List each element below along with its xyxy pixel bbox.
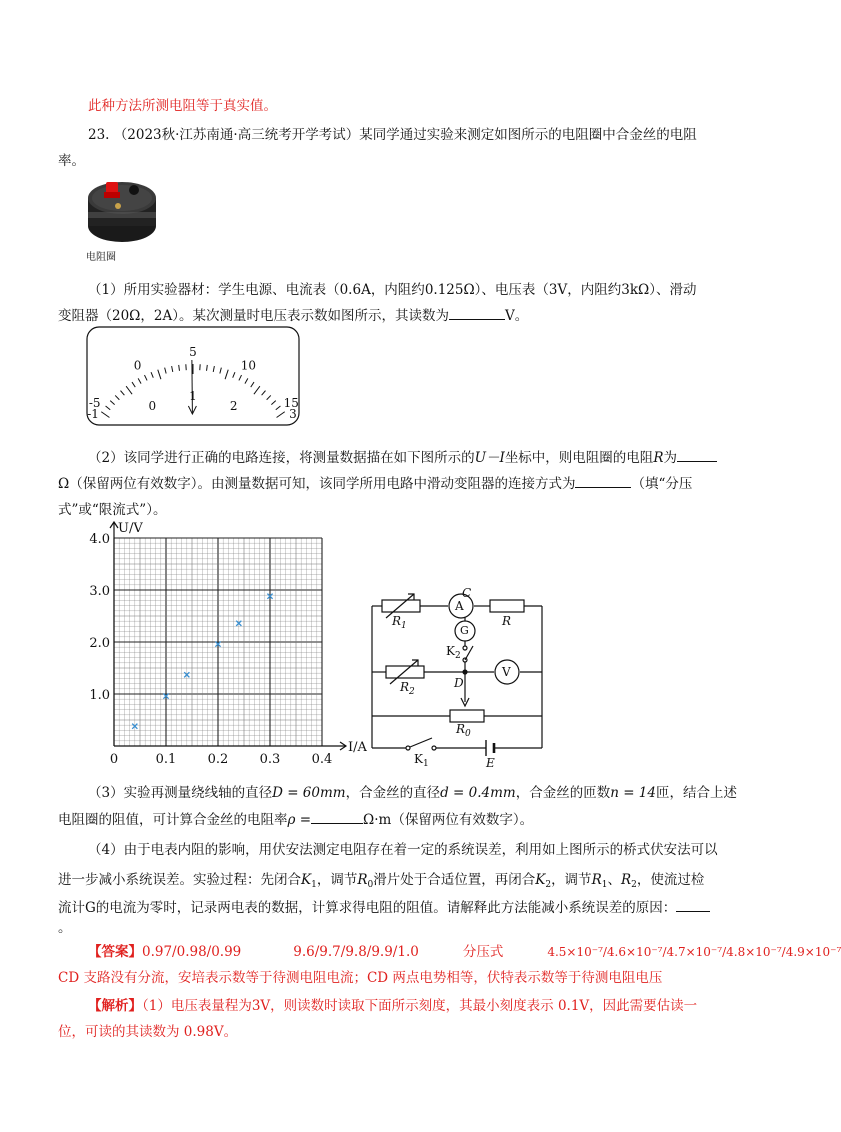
x-tick-label: 0 xyxy=(109,752,119,767)
part4-line-1: （4）由于电表内阻的影响，用伏安法测定电阻存在着一定的系统误差，利用如上图所示的桥式伏安法可以 xyxy=(88,842,718,858)
part4-text-d: ，调节 xyxy=(551,872,592,888)
r2-symbol: R xyxy=(620,872,632,888)
answer-blank-5[interactable] xyxy=(676,897,710,912)
e-label: E xyxy=(486,756,495,770)
k2-subscript: 2 xyxy=(545,880,552,890)
x-tick-label: 0.4 xyxy=(311,752,333,767)
y-tick-label: 1.0 xyxy=(89,688,110,703)
part4-text-a: 进一步减小系统误差。实验过程：先闭合 xyxy=(58,872,301,888)
voltmeter-range: 3V xyxy=(548,282,568,298)
n-turns-expr: n = 14 xyxy=(610,785,656,801)
part2-text-c: 为 xyxy=(663,450,677,466)
analysis-line-1 xyxy=(88,994,697,1014)
question-stem: 某同学通过实验来测定如图所示的电阻圈中合金丝的电阻 xyxy=(359,127,697,143)
r-label: R xyxy=(502,614,512,628)
question-stem-line-1 xyxy=(88,123,697,143)
y-tick-label: 2.0 xyxy=(89,636,110,651)
rho-symbol: ρ = xyxy=(287,812,312,828)
part4-sep: 、 xyxy=(607,872,621,888)
part1-text-h: V。 xyxy=(504,308,529,324)
rheostat-r0 xyxy=(450,710,484,722)
answer-1: 0.97/0.98/0.99 xyxy=(142,944,242,960)
y-axis-label: U/V xyxy=(118,521,143,536)
part1-text-c: ）、电压表（ xyxy=(474,282,549,298)
switch-k2 xyxy=(463,646,473,662)
part3-line-1 xyxy=(88,781,737,801)
node-d-label: D xyxy=(454,676,464,690)
answer-blank-1[interactable] xyxy=(449,305,505,320)
question-number: 23. xyxy=(88,127,110,143)
answer-tag: 【答案】 xyxy=(88,944,142,960)
analysis-tag: 【解析】 xyxy=(88,998,142,1014)
bridge-circuit xyxy=(352,584,552,774)
r1-subscript: 1 xyxy=(601,880,608,890)
part3-text-a: （3）实验再测量绕线轴的直径 xyxy=(88,785,273,801)
dial-bottom-label: 0 xyxy=(148,398,157,413)
y-tick-label: 3.0 xyxy=(89,584,110,599)
k2-symbol: K xyxy=(535,872,546,888)
r0-label: $R_0$ xyxy=(456,722,471,739)
x-tick-label: 0.1 xyxy=(155,752,177,767)
k2-label: $K_2$ xyxy=(446,644,461,661)
ammeter-label: A xyxy=(455,599,464,613)
photo-caption: 电阻圈 xyxy=(86,252,116,263)
r1-label: $R_1$ xyxy=(392,614,407,631)
part4-text-g: 的电流为零时，记录两电表的数据，计算求得电阻的阻值。请解释此方法能减小系统误差的原因： xyxy=(95,900,677,916)
part3-text-b: ，合金丝的直径 xyxy=(345,785,441,801)
part1-line-2 xyxy=(58,304,528,324)
r1-symbol: R xyxy=(591,872,602,888)
voltmeter-label: V xyxy=(502,665,511,679)
answer-2: 9.6/9.7/9.8/9.9/1.0 xyxy=(293,944,419,960)
coord-label: U－I xyxy=(474,450,505,466)
part2-text-d: Ω（保留两位有效数字）。由测量数据可知，该同学所用电路中滑动变阻器的连接方式为 xyxy=(58,476,576,492)
part2-line-2 xyxy=(58,472,692,492)
answer-blank-3[interactable] xyxy=(575,473,631,488)
part3-text-d: 匝，结合上述 xyxy=(655,785,737,801)
part1-line-1 xyxy=(88,278,696,298)
resistance-coil-photo xyxy=(82,168,162,263)
r0-symbol: R xyxy=(357,872,368,888)
node-c-label: C xyxy=(462,586,472,600)
analysis-text-1: （1）电压表量程为3V，则读数时读取下面所示刻度，其最小刻度表示 0.1V，因此需要估读一 xyxy=(142,998,698,1014)
part1-text-g: ）。某次测量时电压表示数如图所示，其读数为 xyxy=(172,308,449,324)
d-wire-expr: d = 0.4mm xyxy=(440,785,516,801)
ammeter-range: 0.6A xyxy=(339,282,371,298)
part2-line-1 xyxy=(88,446,717,466)
analysis-line-2: 位，可读的其读数为 0.98V。 xyxy=(58,1024,238,1040)
dial-top-label: 0 xyxy=(133,358,142,373)
part4-line-4: 。 xyxy=(58,920,72,936)
answer-blank-2[interactable] xyxy=(677,447,717,462)
part4-text-e: ，使流过检 xyxy=(636,872,705,888)
dial-top-label: 5 xyxy=(189,345,197,359)
question-stem-line-2: 率。 xyxy=(58,153,85,169)
answer-line-1 xyxy=(88,940,841,960)
part2-text-a: （2）该同学进行正确的电路连接，将测量数据描在如下图所示的 xyxy=(88,450,475,466)
voltmeter-dial xyxy=(86,326,300,426)
question-source: （2023秋·江苏南通·高三统考开学考试） xyxy=(113,127,360,143)
answer-3: 分压式 xyxy=(462,944,504,960)
ui-chart-svg xyxy=(84,518,374,768)
x-axis-label: I/A xyxy=(348,740,367,755)
k1-subscript: 1 xyxy=(311,880,317,890)
answer-4: 4.5×10⁻⁷/4.6×10⁻⁷/4.7×10⁻⁷/4.8×10⁻⁷/4.9×10⁻⁷ xyxy=(547,945,841,959)
r0-subscript: 0 xyxy=(367,880,374,890)
k1-label: $K_1$ xyxy=(414,752,429,769)
k1-symbol: K xyxy=(301,872,312,888)
resistance-coil-image xyxy=(82,168,162,260)
dial-top-label: -5 xyxy=(88,396,101,411)
part1-text-f: 变阻器（ xyxy=(58,308,112,324)
circuit-components xyxy=(352,584,552,774)
part4-text-f: 流计 xyxy=(58,900,85,916)
switch-k1 xyxy=(406,738,436,750)
part1-text-d: ，内阻约 xyxy=(567,282,622,298)
part4-text-c: 滑片处于合适位置，再闭合 xyxy=(373,872,536,888)
resistor-r xyxy=(490,600,524,612)
part1-text-e: ）、滑动 xyxy=(649,282,697,298)
dial-pointer xyxy=(192,360,193,414)
g-symbol: G xyxy=(85,900,96,916)
dial-top-label: 10 xyxy=(240,358,257,373)
dial-bottom-label: 3 xyxy=(289,407,297,422)
galvanometer-label: G xyxy=(460,624,469,637)
battery-e xyxy=(486,740,494,756)
dial-bottom-label: 1 xyxy=(189,389,197,403)
part3-text-e: 电阻圈的阻值，可计算合金丝的电阻率 xyxy=(58,812,288,828)
part2-text-e: （填“分压 xyxy=(631,476,693,492)
dial-bottom-label: -1 xyxy=(87,407,99,422)
part2-line-3: 式”或“限流式”）。 xyxy=(58,502,167,518)
ui-chart xyxy=(84,518,374,768)
answer-line-2: CD 支路没有分流，安培表示数等于待测电阻电流；CD 两点电势相等，伏特表示数等于待测电阻电压 xyxy=(58,970,663,986)
part3-text-f: Ω·m（保留两位有效数字）。 xyxy=(363,812,534,828)
part2-text-b: 坐标中，则电阻圈的电阻 xyxy=(504,450,654,466)
voltmeter-resistance: 3kΩ xyxy=(621,282,650,298)
d-coil-expr: D = 60mm xyxy=(272,785,346,801)
header-note: 此种方法所测电阻等于真实值。 xyxy=(88,98,277,114)
ammeter-resistance: 0.125Ω xyxy=(424,282,475,298)
part4-text-b: ，调节 xyxy=(316,872,358,888)
x-tick-label: 0.2 xyxy=(207,752,229,767)
part4-line-2 xyxy=(58,868,704,890)
r2-subscript: 2 xyxy=(631,880,637,890)
part4-line-3 xyxy=(58,896,710,916)
voltmeter-dial-svg xyxy=(86,326,300,426)
part3-text-c: ，合金丝的匝数 xyxy=(515,785,611,801)
part3-line-2 xyxy=(58,808,533,828)
dial-top-label: 15 xyxy=(283,396,299,411)
answer-blank-4[interactable] xyxy=(311,809,363,824)
y-tick-label: 4.0 xyxy=(89,532,110,547)
x-tick-label: 0.3 xyxy=(259,752,281,767)
part1-text-b: ，内阻约 xyxy=(370,282,425,298)
r-symbol: R xyxy=(653,450,664,466)
dial-bottom-label: 2 xyxy=(229,398,238,413)
rheostat-spec: 20Ω，2A xyxy=(112,308,173,324)
r2-label: $R_2$ xyxy=(400,680,415,697)
part1-text-a: （1）所用实验器材：学生电源、电流表（ xyxy=(88,282,340,298)
